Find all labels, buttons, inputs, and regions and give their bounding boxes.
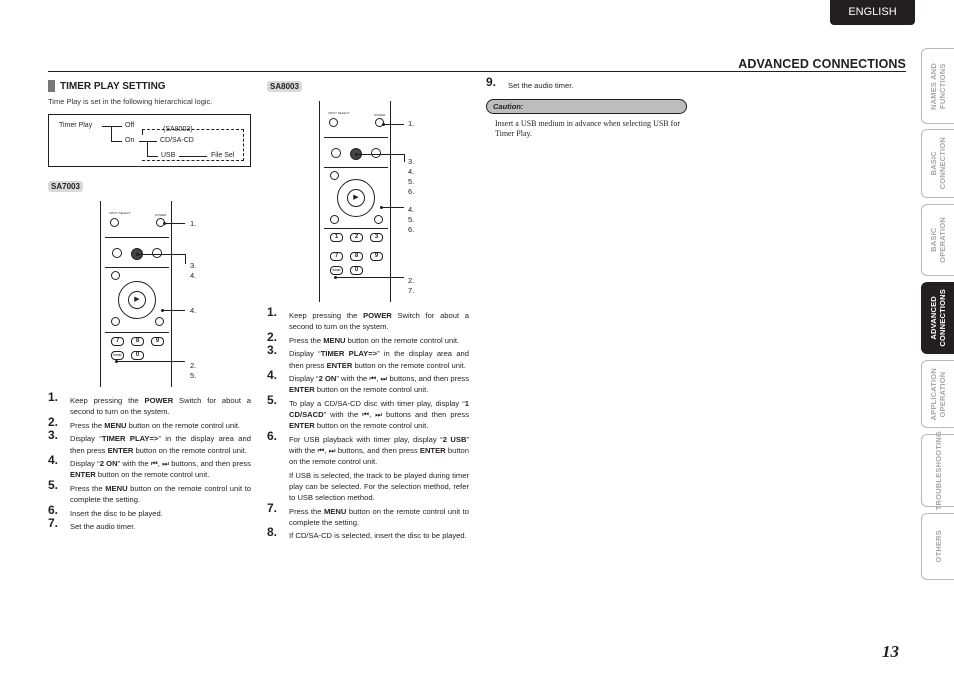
input-button[interactable]	[110, 218, 119, 227]
step: 4. Display “2 ON” with the ⏮, ⏭ buttons, and then press ENTER button on the remote control unit.	[48, 453, 251, 480]
diagram-off: Off	[125, 122, 135, 129]
divider	[105, 267, 169, 268]
play-button[interactable]: ▶	[347, 189, 365, 207]
key-0[interactable]: 0	[350, 266, 363, 275]
remote-sa8003	[319, 101, 391, 302]
model-tag-sa7003: SA7003	[48, 181, 83, 192]
tab-basic-connection[interactable]	[921, 129, 954, 198]
skip-forward-button[interactable]	[374, 215, 383, 224]
step: 1. Keep pressing the POWER Switch for about a second to turn on the system.	[267, 305, 469, 332]
key-2[interactable]: 2	[350, 233, 363, 242]
diagram-dashed-box	[142, 129, 244, 161]
play-button[interactable]: ▶	[128, 291, 146, 309]
divider	[105, 332, 169, 333]
step: 2. Press the MENU button on the remote control unit.	[267, 329, 460, 345]
callout-line	[336, 277, 404, 278]
divider	[324, 228, 388, 229]
key-9[interactable]: 9	[370, 252, 383, 261]
diagram-line	[111, 141, 122, 142]
callout-line	[163, 310, 185, 311]
heading-text: TIMER PLAY SETTING	[60, 80, 166, 92]
tab-basic-operation[interactable]	[921, 204, 954, 276]
step: 8. If CD/SA-CD is selected, insert the disc to be played.	[267, 525, 467, 541]
divider	[105, 237, 169, 238]
down-button[interactable]	[112, 248, 122, 258]
step: 6. For USB playback with timer play, display “2 USB” with the ⏮, ⏭ buttons, and then press ENTER button on the remote control unit. If USB is selected, the track to be played during timer play can be selected. For the selection method, refer to USB selection method.	[267, 428, 470, 502]
callout-label: 1.	[190, 219, 197, 228]
heading-marker	[48, 80, 55, 92]
tab-others[interactable]	[921, 513, 954, 580]
key-0[interactable]: 0	[131, 351, 144, 360]
page-number: 13	[882, 642, 899, 661]
right-steps	[486, 75, 686, 94]
hierarchy-diagram	[48, 114, 251, 167]
tab-label: BASIC CONNECTION	[929, 137, 947, 190]
callout-label: 4. 5. 6.	[408, 205, 415, 234]
diagram-line	[102, 126, 122, 127]
skip-back-button[interactable]	[111, 317, 120, 326]
tab-label: NAMES AND FUNCTIONS	[929, 62, 947, 110]
tab-label: APPLICATION OPERATION	[929, 367, 947, 421]
step: 5. Press the MENU button on the remote control unit to complete the setting.	[48, 477, 251, 505]
callout-label: 2. 7.	[408, 276, 415, 295]
remote-label: INPUT SELECT	[328, 111, 350, 115]
up-button[interactable]	[152, 248, 162, 258]
step: 3. Display “TIMER PLAY=>” in the display area and then press ENTER button on the remote control unit.	[48, 428, 251, 455]
key-9[interactable]: 9	[151, 337, 164, 346]
sync-key[interactable]: SYNC	[330, 266, 343, 275]
timer-play-heading	[48, 80, 166, 92]
step: 4. Display “2 ON” with the ⏮, ⏭ buttons, and then press ENTER button on the remote control unit.	[267, 368, 469, 395]
sync-key[interactable]: SYNC	[111, 351, 124, 360]
diagram-line	[111, 126, 112, 141]
caution-heading: Caution:	[486, 99, 687, 114]
model-tag-sa8003: SA8003	[267, 81, 302, 92]
tab-label: BASIC OPERATION	[929, 217, 947, 263]
tab-label: TROUBLESHOOTING	[933, 430, 943, 511]
step: 1. Keep pressing the POWER Switch for about a second to turn on the system.	[48, 390, 251, 417]
diagram-on: On	[125, 137, 135, 144]
callout-line	[357, 154, 404, 155]
input-button[interactable]	[329, 118, 338, 127]
skip-back-button[interactable]	[330, 215, 339, 224]
caution-text: Insert a USB medium in advance when selecting USB for Timer Play.	[495, 119, 680, 138]
diagram-dashed-line	[142, 129, 143, 135]
timer-intro: Time Play is set in the following hierarchical logic.	[48, 97, 213, 106]
sa7003-steps	[48, 390, 251, 535]
step: 2. Press the MENU button on the remote control unit.	[48, 414, 241, 430]
tab-label: OTHERS	[933, 530, 943, 563]
divider	[324, 137, 388, 138]
callout-label: 3. 4. 5. 6.	[408, 157, 415, 196]
step: 7. Set the audio timer.	[48, 516, 136, 532]
step: 9. Set the audio timer.	[486, 75, 574, 90]
stop-button[interactable]	[330, 171, 339, 180]
remote-label: POWER	[155, 213, 167, 217]
language-tab[interactable]: ENGLISH	[830, 0, 915, 25]
step: 3. Display “TIMER PLAY=>” in the display area and then press ENTER button on the remote control unit.	[267, 343, 469, 370]
callout-line	[138, 254, 185, 255]
step-note: If USB is selected, the track to be played during timer play can be selected. For the selection method, refer to USB selection method.	[289, 470, 469, 502]
tab-troubleshooting[interactable]	[921, 430, 954, 511]
key-8[interactable]: 8	[350, 252, 363, 261]
divider	[324, 167, 388, 168]
tab-advanced-connections[interactable]	[921, 282, 954, 354]
callout-line	[384, 124, 404, 125]
tab-label: ADVANCED CONNECTIONS	[929, 289, 947, 347]
key-7[interactable]: 7	[330, 252, 343, 261]
callout-line	[404, 154, 405, 162]
step: 7. Press the MENU button on the remote control unit to complete the setting.	[267, 500, 470, 527]
header-rule	[48, 71, 906, 72]
callout-label: 4.	[190, 306, 197, 315]
stop-button[interactable]	[111, 271, 120, 280]
key-1[interactable]: 1	[330, 233, 343, 242]
skip-forward-button[interactable]	[155, 317, 164, 326]
key-8[interactable]: 8	[131, 337, 144, 346]
up-button[interactable]	[371, 148, 381, 158]
sa8003-steps	[267, 305, 470, 544]
key-3[interactable]: 3	[370, 233, 383, 242]
step: 6. Insert the disc to be played.	[48, 502, 163, 518]
diagram-timer-play: Timer Play	[59, 122, 93, 129]
callout-line	[382, 207, 404, 208]
remote-sa7003	[100, 201, 172, 387]
diagram-sa8003: (SA8003)	[163, 126, 193, 133]
tab-names-and-functions[interactable]	[921, 48, 954, 124]
remote-label: INPUT SELECT	[109, 211, 131, 215]
callout-line	[185, 254, 186, 264]
callout-label: 3. 4.	[190, 261, 197, 280]
remote-label: POWER	[374, 113, 386, 117]
down-button[interactable]	[331, 148, 341, 158]
callout-line	[165, 223, 185, 224]
callout-label: 2. 5.	[190, 361, 197, 380]
step: 5. To play a CD/SA-CD disc with timer play, display “1 CD/SACD” with the ⏮, ⏭ buttons and then press ENTER button on the remote control unit.	[267, 392, 469, 431]
diagram-usb: USB	[161, 152, 176, 159]
callout-label: 1.	[408, 119, 415, 128]
diagram-cd: CD/SA-CD	[160, 137, 194, 144]
diagram-file-sel: File Sel	[211, 152, 235, 159]
callout-line	[117, 361, 185, 362]
tab-application-operation[interactable]	[921, 360, 954, 428]
key-7[interactable]: 7	[111, 337, 124, 346]
section-title: ADVANCED CONNECTIONS	[738, 57, 906, 71]
